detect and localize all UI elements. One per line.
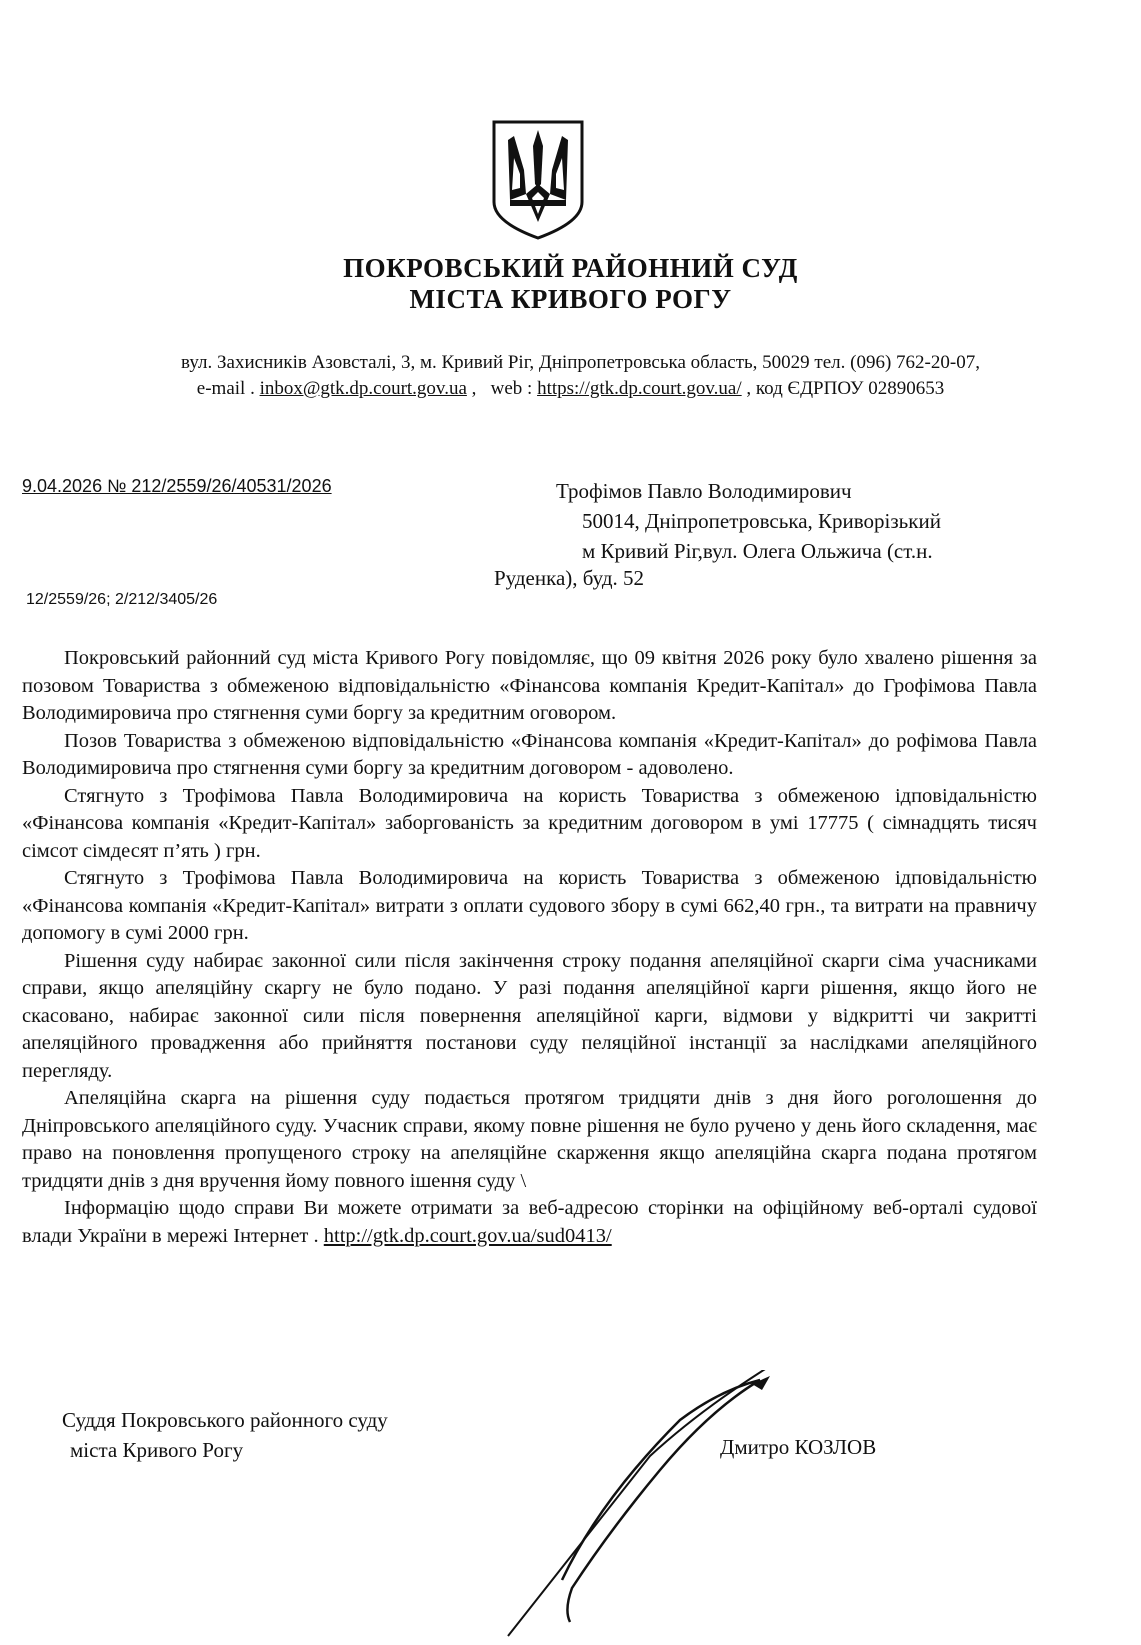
handwritten-signature-icon — [500, 1370, 800, 1640]
court-contacts: e-mail . inbox@gtk.dp.court.gov.ua , web : https://gtk.dp.court.gov.ua/ , код ЄДРПОУ 02890653 — [196, 378, 945, 399]
court-address: вул. Захисників Азовсталі, 3, м. Кривий Ріг, Дніпропетровська область, 50029 тел. (096) 762-20-07, — [181, 352, 980, 373]
trident-coat-of-arms-icon — [490, 118, 586, 242]
judge-title-line2: міста Кривого Рогу — [70, 1438, 244, 1462]
edrpou-code: , код ЄДРПОУ 02890653 — [746, 378, 945, 399]
judge-title-line1: Суддя Покровського районного суду — [62, 1408, 388, 1432]
paragraph-info-link — [22, 1195, 1037, 1250]
paragraph-legal-force: Рішення суду набирає законної сили після закінчення строку подання апеляційної скарги сіма учасниками справи, якщо апеляційну скаргу не було подано. У разі подання апеляційної карги рішення, якщо його не скасовано, набирає законної сили після повернення апеляційної карги, відмови у відкритті чи закритті апеляційного провадження або прийняття постанови суду пеляційної інстанції за наслідками апеляційного перегляду. — [22, 949, 1037, 1082]
paragraph-decision-notice: Покровський районний суд міста Кривого Рогу повідомляє, що 09 квітня 2026 року було хвалено рішення за позовом Товариства з обмеженою відповідальністю «Фінансова компанія Кредит-Капітал» до Грофімова Павла Володимировича про стягнення суми боргу за кредитним оговором. — [22, 647, 1037, 724]
recipient-name: Трофімов Павло Володимирович — [556, 479, 852, 503]
court-name-line1: ПОКРОВСЬКИЙ РАЙОННИЙ СУД — [343, 253, 798, 283]
recipient-address-line3: Руденка), буд. 52 — [494, 566, 645, 590]
email-link[interactable]: inbox@gtk.dp.court.gov.ua — [259, 378, 467, 399]
paragraph-costs-recovered: Стягнуто з Трофімова Павла Володимировича на користь Товариства з обмеженою ідповідальністю «Фінансова компанія «Кредит-Капітал» витрати з оплати судового збору в сумі 662,40 грн., та витрати на правничу допомогу в сумі 2000 грн. — [22, 867, 1037, 944]
case-numbers: 12/2559/26; 2/212/3405/26 — [26, 591, 218, 608]
paragraph-debt-recovered: Стягнуто з Трофімова Павла Володимировича на користь Товариства з обмеженою ідповідальністю «Фінансова компанія «Кредит-Капітал» заборгованість за кредитним договором в умі 17775 ( сімнадцять тисяч сімсот сімдесят п’ять ) грн. — [22, 784, 1037, 862]
web-link[interactable]: https://gtk.dp.court.gov.ua/ — [537, 378, 742, 399]
recipient-address-line2: м Кривий Ріг,вул. Олега Ольжича (ст.н. — [582, 539, 933, 563]
judge-name: Дмитро КОЗЛОВ — [720, 1435, 877, 1459]
recipient-address-line1: 50014, Дніпропетровська, Криворізький — [582, 509, 941, 533]
info-text: Інформацію щодо справи Ви можете отримати за веб-адресою сторінки на офіційному веб-орталі судової влади України в мережі Інтернет . — [22, 1197, 1037, 1247]
web-label: web — [490, 378, 523, 399]
email-label: e-mail — [196, 378, 246, 399]
outgoing-reference: 9.04.2026 № 212/2559/26/40531/2026 — [22, 476, 332, 496]
paragraph-claim-satisfied: Позов Товариства з обмеженою відповідальністю «Фінансова компанія «Кредит-Капітал» до рофімова Павла Володимировича про стягнення суми боргу за кредитним договором - адоволено. — [22, 729, 1037, 779]
letter-body — [22, 645, 1037, 1250]
court-name-line2: МІСТА КРИВОГО РОГУ — [409, 284, 732, 314]
case-portal-link[interactable]: http://gtk.dp.court.gov.ua/sud0413/ — [323, 1224, 612, 1247]
paragraph-appeal: Апеляційна скарга на рішення суду подається протягом тридцяти днів з дня його роголошення до Дніпровського апеляційного суду. Учасник справи, якому повне рішення не було ручено у день його складення, має право на поновлення пропущеного строку на апеляційне скарження якщо апеляційна скарга подана протягом тридцяти днів з дня вручення йому повного ішення суду \ — [22, 1087, 1037, 1192]
